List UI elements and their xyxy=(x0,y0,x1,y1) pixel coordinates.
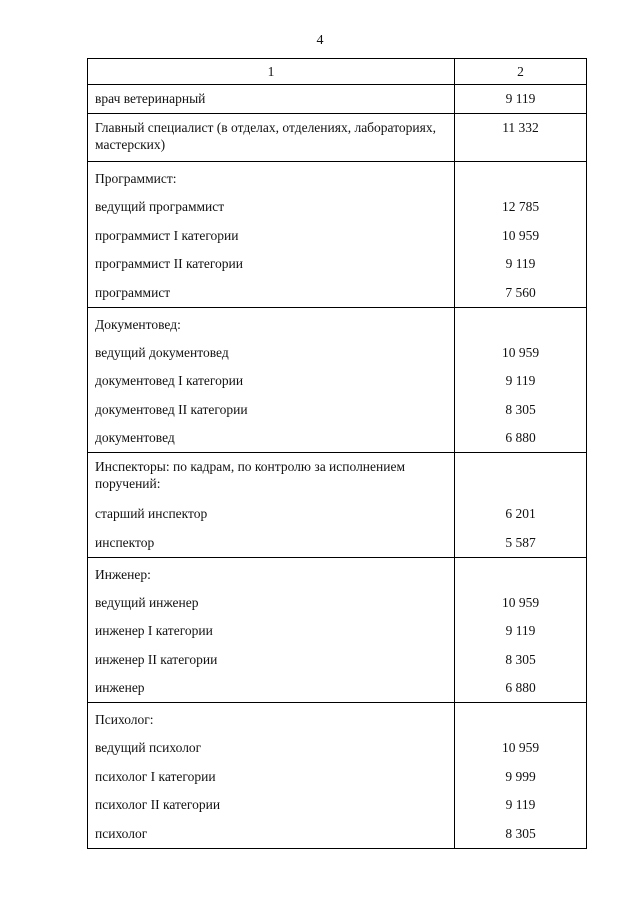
salary-value: 9 119 xyxy=(455,617,587,646)
page-number: 4 xyxy=(316,33,324,48)
salary-value: 6 880 xyxy=(455,674,587,703)
salary-value: 9 119 xyxy=(455,250,587,279)
salary-value xyxy=(455,307,587,339)
table-row xyxy=(88,339,587,368)
table-row xyxy=(88,367,587,396)
table-row xyxy=(88,674,587,703)
salary-value: 8 305 xyxy=(455,396,587,425)
table-row xyxy=(88,85,587,114)
salary-value: 10 959 xyxy=(455,589,587,618)
position-label: ведущий документовед xyxy=(88,339,455,368)
table-row xyxy=(88,193,587,222)
position-label: документовед xyxy=(88,424,455,453)
position-label: психолог II категории xyxy=(88,791,455,820)
salary-value: 10 959 xyxy=(455,339,587,368)
salary-value xyxy=(455,557,587,589)
group-heading: Программист: xyxy=(88,162,455,194)
column-header-1: 1 xyxy=(88,59,455,85)
table-row xyxy=(88,424,587,453)
position-label: психолог xyxy=(88,820,455,849)
table-row xyxy=(88,307,587,339)
table-row xyxy=(88,589,587,618)
table-row xyxy=(88,646,587,675)
position-label: программист xyxy=(88,279,455,308)
table-row xyxy=(88,529,587,558)
position-label: старший инспектор xyxy=(88,500,455,529)
table-row xyxy=(88,279,587,308)
salary-value: 9 119 xyxy=(455,791,587,820)
salary-value: 5 587 xyxy=(455,529,587,558)
salary-value: 9 119 xyxy=(455,85,587,114)
position-label: инженер II категории xyxy=(88,646,455,675)
salary-value: 7 560 xyxy=(455,279,587,308)
table-group-inspectors xyxy=(88,453,587,558)
table-row xyxy=(88,114,587,162)
position-label: программист I категории xyxy=(88,222,455,251)
table-row xyxy=(88,820,587,849)
salary-table xyxy=(87,58,587,849)
group-heading: Инженер: xyxy=(88,557,455,589)
table-row xyxy=(88,162,587,194)
salary-value: 6 880 xyxy=(455,424,587,453)
salary-value: 10 959 xyxy=(455,222,587,251)
table-row xyxy=(88,250,587,279)
salary-value: 9 119 xyxy=(455,367,587,396)
table-row xyxy=(88,763,587,792)
table-row xyxy=(88,453,587,501)
table-row xyxy=(88,791,587,820)
group-heading: Документовед: xyxy=(88,307,455,339)
position-label: врач ветеринарный xyxy=(88,85,455,114)
position-label: ведущий инженер xyxy=(88,589,455,618)
salary-value xyxy=(455,703,587,735)
table-row xyxy=(88,703,587,735)
salary-value: 8 305 xyxy=(455,820,587,849)
table-row xyxy=(88,557,587,589)
salary-value: 11 332 xyxy=(455,114,587,162)
position-label: ведущий программист xyxy=(88,193,455,222)
position-label: психолог I категории xyxy=(88,763,455,792)
table-group-programmer xyxy=(88,162,587,308)
salary-value xyxy=(455,453,587,501)
table-row xyxy=(88,734,587,763)
table-group-engineer xyxy=(88,557,587,703)
salary-value: 9 999 xyxy=(455,763,587,792)
salary-value: 10 959 xyxy=(455,734,587,763)
position-label: программист II категории xyxy=(88,250,455,279)
position-label: инспектор xyxy=(88,529,455,558)
position-label: инженер xyxy=(88,674,455,703)
position-label: инженер I категории xyxy=(88,617,455,646)
salary-value: 8 305 xyxy=(455,646,587,675)
table-row xyxy=(88,500,587,529)
table-header-row xyxy=(88,59,587,85)
position-label: Главный специалист (в отделах, отделениях, лабораториях, мастерских) xyxy=(88,114,455,162)
table-group-psychologist xyxy=(88,703,587,849)
table-group-documentalist xyxy=(88,307,587,453)
salary-value xyxy=(455,162,587,194)
group-heading: Психолог: xyxy=(88,703,455,735)
table-row xyxy=(88,222,587,251)
salary-value: 6 201 xyxy=(455,500,587,529)
table-group-vet xyxy=(88,85,587,114)
position-label: документовед II категории xyxy=(88,396,455,425)
salary-value: 12 785 xyxy=(455,193,587,222)
table-row xyxy=(88,617,587,646)
position-label: ведущий психолог xyxy=(88,734,455,763)
table-group-chief-specialist xyxy=(88,114,587,162)
column-header-2: 2 xyxy=(455,59,587,85)
table-row xyxy=(88,396,587,425)
group-heading: Инспекторы: по кадрам, по контролю за исполнением поручений: xyxy=(88,453,455,501)
position-label: документовед I категории xyxy=(88,367,455,396)
